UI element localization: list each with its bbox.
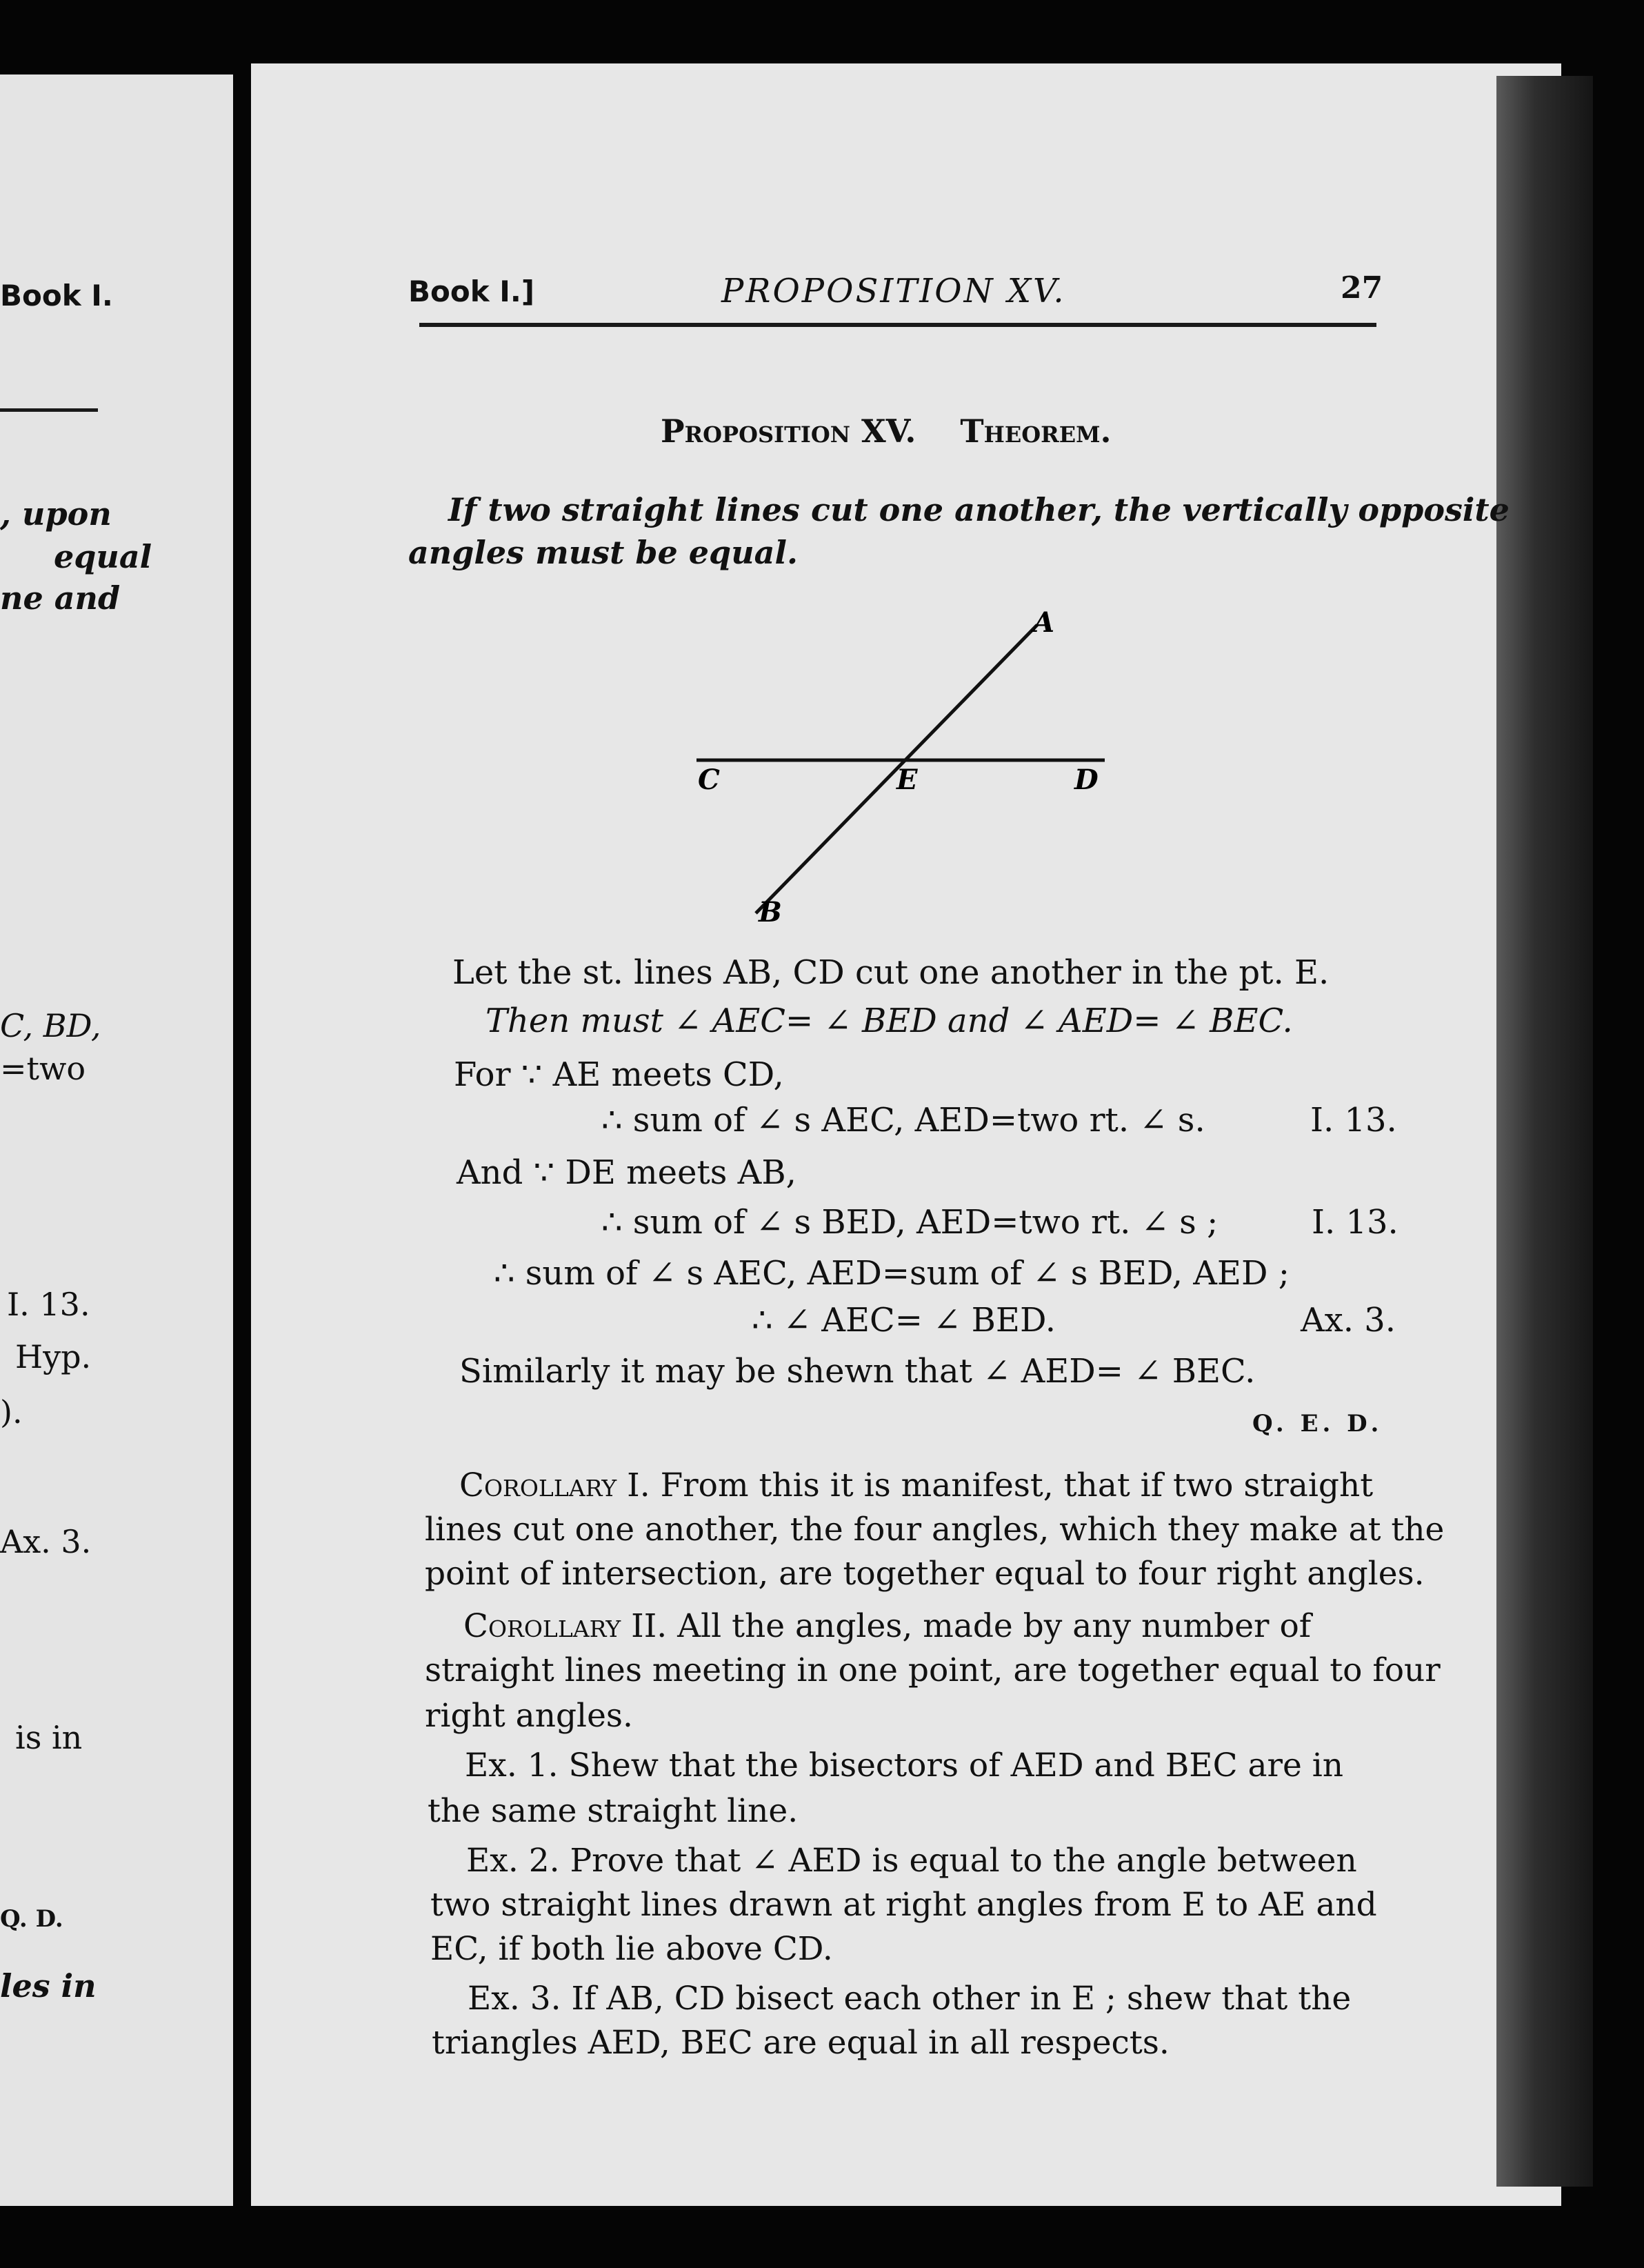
qed: Q. E. D. <box>1252 1410 1383 1438</box>
left-page-header-rule <box>0 408 98 412</box>
proof-line-5: And ∵ DE meets AB, <box>457 1153 796 1192</box>
proposition-figure <box>683 600 1131 931</box>
left-fragment: is in <box>15 1719 83 1756</box>
proposition-type: Theorem. <box>960 412 1112 450</box>
left-facing-page <box>0 74 233 2206</box>
page-edge <box>1496 76 1593 2187</box>
left-fragment: C, BD, <box>0 1007 101 1044</box>
proof-line-9: Similarly it may be shewn that ∠ AED= ∠ BEC. <box>459 1352 1256 1391</box>
corollary-1-line-3: point of intersection, are together equal to four right angles. <box>425 1555 1425 1593</box>
exercise-2-line-2: two straight lines drawn at right angles from E to AE and <box>430 1886 1377 1924</box>
left-fragment: I. 13. <box>7 1286 90 1323</box>
left-fragment: =two <box>0 1050 86 1087</box>
left-fragment: , upon <box>0 495 112 533</box>
proof-line-8: ∴ ∠ AEC= ∠ BED. <box>752 1301 1056 1340</box>
proof-line-3: For ∵ AE meets CD, <box>454 1055 784 1094</box>
left-fragment: Ax. 3. <box>0 1523 92 1560</box>
corollary-1-line-2: lines cut one another, the four angles, which they make at the <box>425 1511 1445 1549</box>
header-rule <box>419 323 1376 327</box>
label-d: D <box>1074 764 1099 796</box>
exercise-2-line-1: Ex. 2. Prove that ∠ AED is equal to the angle between <box>466 1842 1357 1880</box>
exercise-3-line-2: triangles AED, BEC are equal in all respects. <box>432 2024 1170 2062</box>
left-fragment: les in <box>0 1967 97 2005</box>
left-fragment: equal <box>54 538 152 575</box>
corollary-2-text: All the angles, made by any number of <box>677 1607 1312 1645</box>
corollary-2-label: Corollary II. <box>463 1607 668 1645</box>
label-e: E <box>896 764 918 796</box>
exercise-1-line-1: Ex. 1. Shew that the bisectors of AED and BEC are in <box>465 1747 1344 1784</box>
label-c: C <box>698 764 720 796</box>
left-fragment: Hyp. <box>15 1338 92 1375</box>
exercise-2-line-3: EC, if both lie above CD. <box>430 1930 833 1968</box>
left-fragment: ). <box>0 1393 23 1431</box>
corollary-1-label: Corollary I. <box>459 1466 650 1504</box>
label-b: B <box>759 896 782 928</box>
proof-ref-4: I. 13. <box>1310 1101 1397 1140</box>
proposition-number: Proposition XV. <box>661 412 916 450</box>
label-a: A <box>1033 606 1055 639</box>
running-header-title: PROPOSITION XV. <box>721 272 1066 310</box>
corollary-2-line-1 <box>463 1607 1311 1645</box>
left-fragment: ne and <box>0 579 121 617</box>
corollary-1-text: From this it is manifest, that if two straight <box>660 1466 1374 1504</box>
enunciation-line-2: angles must be equal. <box>408 534 798 571</box>
corollary-1-line-1 <box>459 1466 1373 1504</box>
left-fragment: Q. D. <box>0 1905 63 1933</box>
corollary-2-line-2: straight lines meeting in one point, are together equal to four <box>425 1651 1441 1689</box>
proof-line-1: Let the st. lines AB, CD cut one another in the pt. E. <box>452 953 1330 992</box>
exercise-3-line-1: Ex. 3. If AB, CD bisect each other in E ; shew that the <box>468 1980 1352 2018</box>
left-page-header: Book I. <box>0 279 113 312</box>
proof-ref-8: Ax. 3. <box>1301 1301 1396 1340</box>
proof-line-2: Then must ∠ AEC= ∠ BED and ∠ AED= ∠ BEC. <box>485 1002 1293 1040</box>
proof-ref-6: I. 13. <box>1312 1203 1399 1242</box>
proof-line-4: ∴ sum of ∠ s AEC, AED=two rt. ∠ s. <box>601 1101 1205 1140</box>
proof-line-6: ∴ sum of ∠ s BED, AED=two rt. ∠ s ; <box>601 1203 1219 1242</box>
enunciation-line-1: If two straight lines cut one another, the vertically opposite <box>448 491 1510 528</box>
proposition-title <box>661 412 1112 450</box>
corollary-2-line-3: right angles. <box>425 1697 633 1735</box>
page-number: 27 <box>1341 270 1383 306</box>
exercise-1-line-2: the same straight line. <box>428 1792 799 1830</box>
running-header-book: Book I.] <box>408 275 535 308</box>
proof-line-7: ∴ sum of ∠ s AEC, AED=sum of ∠ s BED, AED ; <box>494 1254 1290 1293</box>
